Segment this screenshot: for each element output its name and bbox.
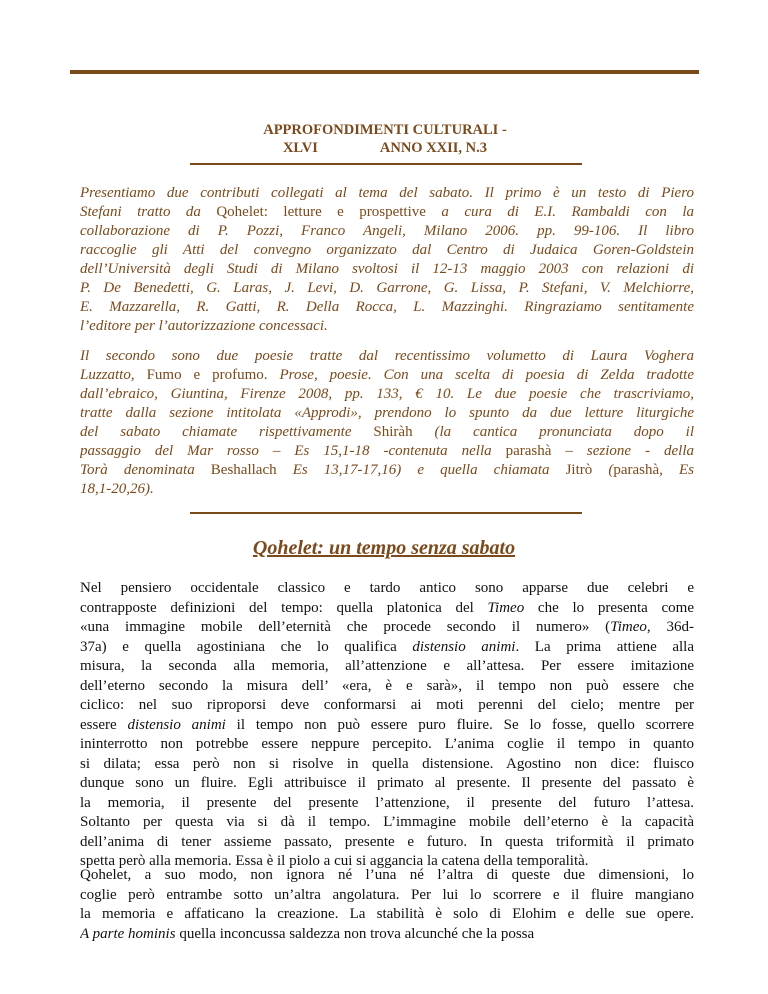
text-run: del sabato chiamate rispettivamente: [80, 424, 374, 440]
text-line: [80, 657, 694, 677]
section-heading: [190, 121, 580, 157]
text-run: Jitrò: [565, 462, 593, 478]
text-run: raccoglie gli Atti del convegno organizzato dal Centro di Judaica Goren-Goldstein: [80, 242, 694, 258]
text-line: [80, 423, 694, 442]
text-run: Qohelet, a suo modo, non ignora né l’una né l’altra di queste due dimensioni, lo: [80, 867, 694, 883]
text-line: [80, 677, 694, 697]
text-run: ciclico: nel suo riproporsi deve conformarsi ai moti perenni del cielo; mentre per: [80, 697, 694, 713]
text-line: [80, 480, 694, 499]
text-run: Torà denominata: [80, 462, 211, 478]
text-run: distensio animi: [412, 638, 516, 655]
text-run: contrapposte definizioni del tempo: quella platonica del: [80, 599, 488, 616]
text-run: dall’ebraico, Giuntina, Firenze 2008, pp. 133, € 10. Le due poesie che trascriviamo,: [80, 386, 694, 402]
text-line: [80, 696, 694, 716]
intro-paragraph-2: [80, 347, 694, 499]
text-line: [80, 241, 694, 260]
text-run: parashà,: [613, 462, 663, 478]
text-line: [80, 774, 694, 794]
text-run: Prose, poesie. Con una scelta di poesia di Zelda tradotte: [267, 367, 694, 383]
text-line: [80, 366, 694, 385]
text-line: [80, 347, 694, 366]
text-run: Timeo: [487, 599, 525, 616]
article-paragraph-1: [80, 579, 694, 872]
text-run: Presentiamo due contributi collegati al tema del sabato. Il primo è un testo di Piero: [80, 185, 694, 201]
issue-number: XLVI: [282, 140, 318, 156]
text-run: Es 13,17-17,16) e quella chiamata: [276, 462, 566, 478]
intro-paragraph-1: [80, 184, 694, 336]
text-run: misura, la seconda alla memoria, all’attenzione e all’attesa. Per essere imitazione: [80, 658, 694, 674]
text-run: Nel pensiero occidentale classico e tardo antico sono apparse due celebri e: [80, 580, 694, 596]
text-run: coglie però entrambe sotto un’altra angolatura. Per lui lo scorrere e il fluire mangiano: [80, 886, 694, 903]
text-run: si dilata; essa però non si risolve in quella distensione. Agostino non dice: fluisco: [80, 755, 694, 772]
text-run: Soltanto per questa via si dà il tempo. L’immagine mobile dell’eterno è la capacità: [80, 814, 694, 830]
text-run: (: [592, 462, 614, 478]
text-line: [80, 404, 694, 423]
text-run: 37a) e quella agostiniana che lo qualifica: [80, 638, 413, 655]
text-line: [80, 618, 694, 638]
text-line: [80, 579, 694, 599]
text-run: collaborazione di P. Pozzi, Franco Angeli, Milano 2006. pp. 99-106. Il libro: [80, 223, 694, 239]
text-run: Beshallach: [210, 462, 277, 478]
text-run: ininterrotto non potrebbe essere neppure percepito. L’anima coglie il tempo in quanto: [80, 736, 694, 752]
text-line: [80, 735, 694, 755]
text-line: [80, 866, 694, 886]
text-line: [80, 638, 694, 658]
article-paragraph-2: [80, 866, 694, 944]
issue-year: ANNO XXII, N.3: [379, 140, 488, 156]
text-run: , 36d-: [646, 619, 694, 635]
top-rule: [70, 70, 699, 74]
article-title: Qohelet: un tempo senza sabato: [252, 537, 516, 559]
text-run: dell’Università degli Studi di Milano svoltosi il 12-13 maggio 2003 con relazioni di: [80, 261, 694, 277]
text-line: [80, 385, 694, 404]
text-run: parashà: [505, 443, 552, 459]
text-run: spetta però alla memoria. Essa è il piolo a cui si aggancia la catena della temporalità.: [80, 853, 589, 869]
text-run: Luzzatto,: [80, 367, 147, 383]
text-line: [80, 755, 694, 775]
text-run: Es: [662, 462, 694, 478]
text-line: [80, 925, 694, 945]
text-line: [80, 317, 694, 336]
text-run: «una immagine mobile dell’eternità che procede secondo il numero» (: [80, 619, 611, 635]
text-run: Shiràh: [373, 424, 413, 440]
text-run: l’editore per l’autorizzazione concessaci.: [80, 318, 328, 334]
text-run: (la cantica pronunciata dopo il: [412, 424, 694, 440]
text-line: [80, 905, 694, 925]
text-line: [80, 298, 694, 317]
text-line: [80, 279, 694, 298]
text-run: la memoria, il presente del presente l’attenzione, il presente del futuro l’attesa.: [80, 794, 694, 811]
text-run: dell’anima di tener assieme passato, presente e futuro. In questa triformità il primato: [80, 833, 694, 850]
text-run: 18,1-20,26).: [80, 481, 154, 497]
text-line: [80, 461, 694, 480]
text-run: a cura di E.I. Rambaldi con la: [425, 204, 694, 220]
heading-underline: [190, 163, 582, 165]
text-line: [80, 260, 694, 279]
text-run: che lo presenta come: [524, 599, 694, 616]
text-run: – sezione - della: [551, 443, 694, 459]
text-run: Timeo: [610, 619, 647, 635]
heading-line-1: APPROFONDIMENTI CULTURALI -: [263, 122, 507, 138]
text-run: quella inconcussa saldezza non trova alcunché che la possa: [175, 925, 535, 942]
text-run: Stefani tratto da: [80, 204, 217, 220]
text-line: [80, 833, 694, 853]
text-run: distensio animi: [127, 716, 226, 733]
text-run: Qohelet: letture e prospettive: [216, 204, 426, 220]
heading-line-2: [190, 139, 580, 157]
text-run: passaggio del Mar rosso – Es 15,1-18 -contenuta nella: [80, 443, 506, 459]
section-divider: [190, 512, 582, 514]
text-line: [80, 222, 694, 241]
text-line: [80, 716, 694, 736]
text-run: Fumo e profumo.: [146, 367, 268, 383]
text-line: [80, 599, 694, 619]
text-run: la memoria e affaticano la creazione. La stabilità è solo di Elohim e delle sue opere.: [80, 906, 694, 922]
text-line: [80, 442, 694, 461]
text-run: essere: [80, 716, 128, 733]
text-line: [80, 184, 694, 203]
text-run: Il secondo sono due poesie tratte dal recentissimo volumetto di Laura Voghera: [80, 348, 694, 364]
text-run: tratte dalla sezione intitolata «Approdi», prendono lo spunto da due letture liturgiche: [80, 405, 694, 421]
text-run: dunque sono un fluire. Egli attribuisce il primato al presente. Il presente del passato è: [80, 775, 694, 791]
text-line: [80, 794, 694, 814]
text-run: A parte hominis: [80, 925, 176, 942]
text-run: P. De Benedetti, G. Laras, J. Levi, D. Garrone, G. Lissa, P. Stefani, V. Melchiorre,: [80, 280, 694, 296]
text-run: E. Mazzarella, R. Gatti, R. Della Rocca, L. Mazzinghi. Ringraziamo sentitamente: [80, 299, 694, 315]
text-run: il tempo non può essere puro fluire. Se lo fosse, quello scorrere: [225, 716, 694, 733]
text-run: . La prima attiene alla: [515, 638, 694, 655]
text-line: [80, 886, 694, 906]
text-line: [80, 813, 694, 833]
text-run: dell’eterno secondo la misura dell’ «era, è e sarà», il tempo non può essere che: [80, 677, 694, 694]
text-line: [80, 203, 694, 222]
